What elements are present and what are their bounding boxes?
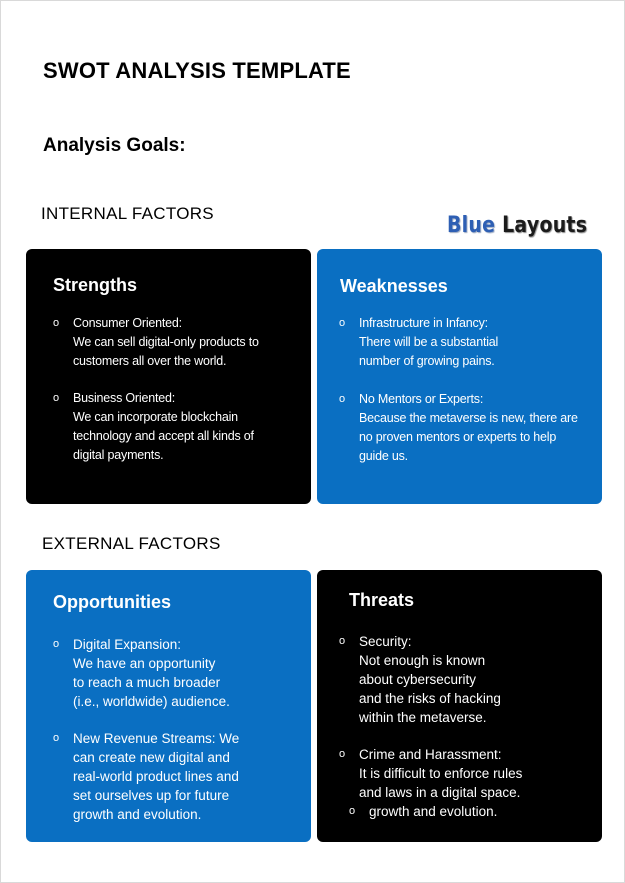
item-line: It is difficult to enforce rules (359, 766, 523, 781)
weaknesses-item (339, 390, 578, 466)
bullet-icon: o (349, 805, 356, 817)
item-line: There will be a substantial (359, 335, 499, 349)
item-line: We can incorporate blockchain (73, 410, 238, 424)
item-line: digital payments. (73, 448, 164, 462)
bullet-icon: o (53, 732, 60, 744)
item-line: to reach a much broader (73, 675, 221, 690)
item-line: We can sell digital-only products to (73, 335, 259, 349)
opportunities-item (53, 635, 230, 711)
weaknesses-box (317, 249, 602, 504)
analysis-goals-label: Analysis Goals: (43, 135, 186, 156)
threats-item (339, 745, 522, 802)
item-line: about cybersecurity (359, 672, 477, 687)
bullet-icon: o (53, 317, 60, 329)
brand-logo-blue: Blue (447, 213, 496, 238)
document-title: SWOT ANALYSIS TEMPLATE (43, 58, 351, 83)
bullet-icon: o (339, 748, 346, 760)
item-line: Security: (359, 634, 412, 649)
item-line: New Revenue Streams: We (73, 731, 240, 746)
item-line: growth and evolution. (369, 804, 498, 819)
threats-item (339, 632, 501, 727)
strengths-item (53, 314, 259, 371)
external-factors-heading: EXTERNAL FACTORS (42, 534, 221, 553)
opportunities-item (53, 729, 239, 824)
item-line: real-world product lines and (73, 769, 239, 784)
item-line: within the metaverse. (359, 710, 487, 725)
opportunities-title: Opportunities (53, 592, 171, 612)
brand-logo-layouts: Layouts (502, 213, 588, 238)
item-line: customers all over the world. (73, 354, 227, 368)
bullet-icon: o (53, 392, 60, 404)
strengths-title: Strengths (53, 275, 138, 295)
opportunities-box (26, 570, 311, 842)
item-line: No Mentors or Experts: (359, 392, 484, 406)
item-line: Digital Expansion: (73, 637, 182, 652)
threats-box (317, 570, 602, 842)
bullet-icon: o (339, 317, 346, 329)
threats-title: Threats (349, 590, 415, 610)
weaknesses-title: Weaknesses (340, 276, 448, 296)
item-line: no proven mentors or experts to help (359, 430, 557, 444)
brand-logo (447, 213, 587, 238)
item-line: Infrastructure in Infancy: (359, 316, 488, 330)
item-line: Because the metaverse is new, there are (359, 411, 578, 425)
item-line: technology and accept all kinds of (73, 429, 254, 443)
item-line: Not enough is known (359, 653, 486, 668)
item-line: and laws in a digital space. (359, 785, 521, 800)
item-line: and the risks of hacking (359, 691, 501, 706)
item-line: (i.e., worldwide) audience. (73, 694, 230, 709)
item-line: Consumer Oriented: (73, 316, 182, 330)
strengths-item (53, 389, 254, 465)
item-line: guide us. (359, 449, 408, 463)
bullet-icon: o (53, 638, 60, 650)
item-line: can create new digital and (73, 750, 230, 765)
item-line: growth and evolution. (73, 807, 202, 822)
item-line: We have an opportunity (73, 656, 216, 671)
item-line: Business Oriented: (73, 391, 176, 405)
item-line: set ourselves up for future (73, 788, 230, 803)
item-line: number of growing pains. (359, 354, 495, 368)
strengths-box (26, 249, 311, 504)
item-line: Crime and Harassment: (359, 747, 502, 762)
threats-item (349, 802, 497, 821)
weaknesses-item (339, 314, 498, 371)
bullet-icon: o (339, 393, 346, 405)
bullet-icon: o (339, 635, 346, 647)
internal-factors-heading: INTERNAL FACTORS (41, 204, 214, 223)
